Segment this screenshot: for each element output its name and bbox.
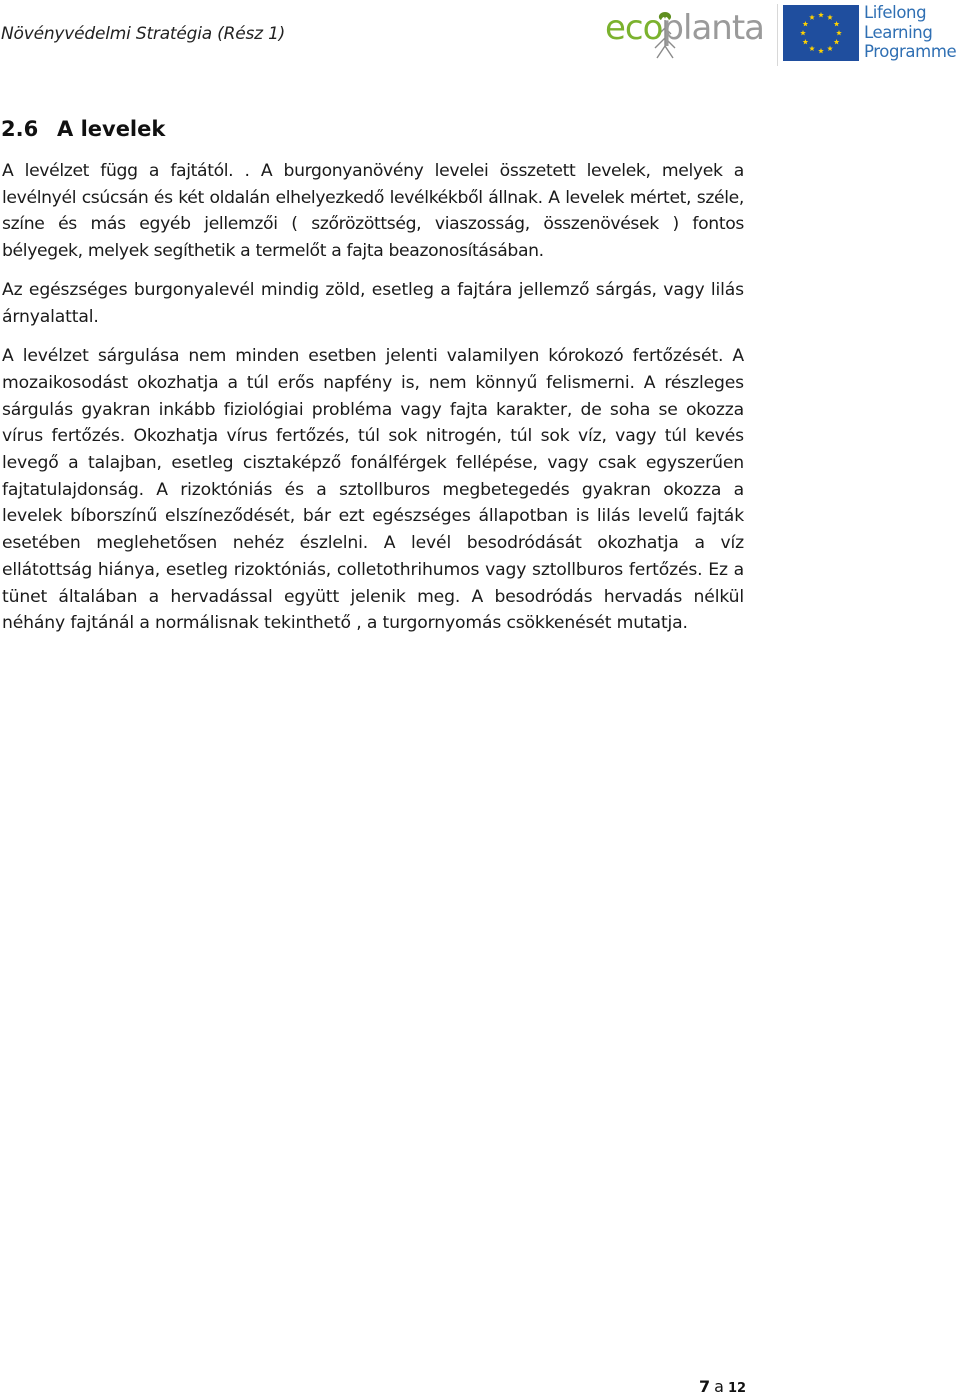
llp-line-1: Lifelong [864, 3, 927, 22]
ecoplanta-wordmark [605, 8, 764, 48]
llp-line-2: Learning [864, 22, 933, 42]
ecoplanta-logo [605, 6, 764, 58]
eco-text: eco [605, 8, 663, 48]
paragraph: A levélzet függ a fajtától. . A burgonyanövény levelei összetett levelek, melyek a levélnyél csúcsán és két oldalán elhelyezkedő levélkékből állnak. A levelek mértet, széle, színe és más egyéb jellemzői ( szőrözöttség, viaszosság, összenövések ) fontos bélyegek, melyek segíthetik a termelőt a fajta beazonosításában. [2, 161, 744, 262]
section-title: A levelek [57, 117, 166, 141]
lifelong-learning-programme-logo [783, 3, 959, 65]
page-number [699, 1377, 746, 1396]
logo-divider [777, 4, 778, 66]
llp-line-3: Programme [864, 42, 957, 61]
total-pages: 12 [727, 1381, 747, 1396]
current-page: 7 [699, 1377, 711, 1396]
document-title: Növényvédelmi Stratégia (Rész 1) [1, 24, 286, 44]
llp-wordmark [864, 3, 956, 62]
section-number: 2.6 [1, 117, 39, 141]
paragraph: A levélzet sárgulása nem minden esetben jelenti valamilyen kórokozó fertőzését. A mozaikosodást okozhatja a túl erős napfény is, nem könnyű felismerni. A részleges sárgulás gyakran inkább fiziológiai probléma vagy fajta karakter, de soha se okozza vírus fertőzés. Okozhatja vírus fertőzés, túl sok nitrogén, túl sok víz, vagy túl kevés levegő a talajban, esetleg cisztaképző fonálférgek fellépése, vagy csak egyszerűen fajtatulajdonság. A rizoktóniás és a sztollburos megbetegedés gyakran okozza a levelek bíborszínű elszíneződését, bár ezt egészséges állapotban is lilás levelű fajták esetében meglehetősen nehéz észlelni. A levél besodródását okozhatja a víz ellátottság hiánya, esetleg rizoktóniás, colletothrihumos vagy sztollburos fertőzés. Ez a tünet általában a hervadással együtt jelenik meg. A besodródás hervadás nélkül néhány fajtánál a normálisnak tekinthető , a turgornyomás csökkenését mutatja. [2, 346, 744, 634]
page-of-label: a [714, 1377, 724, 1396]
page-header [0, 0, 960, 72]
body-text [2, 158, 744, 649]
eu-flag-icon [783, 5, 859, 61]
planta-text: planta [662, 8, 764, 48]
section-heading [1, 117, 165, 141]
paragraph: Az egészséges burgonyalevél mindig zöld, esetleg a fajtára jellemző sárgás, vagy lilás árnyalattal. [2, 280, 744, 328]
